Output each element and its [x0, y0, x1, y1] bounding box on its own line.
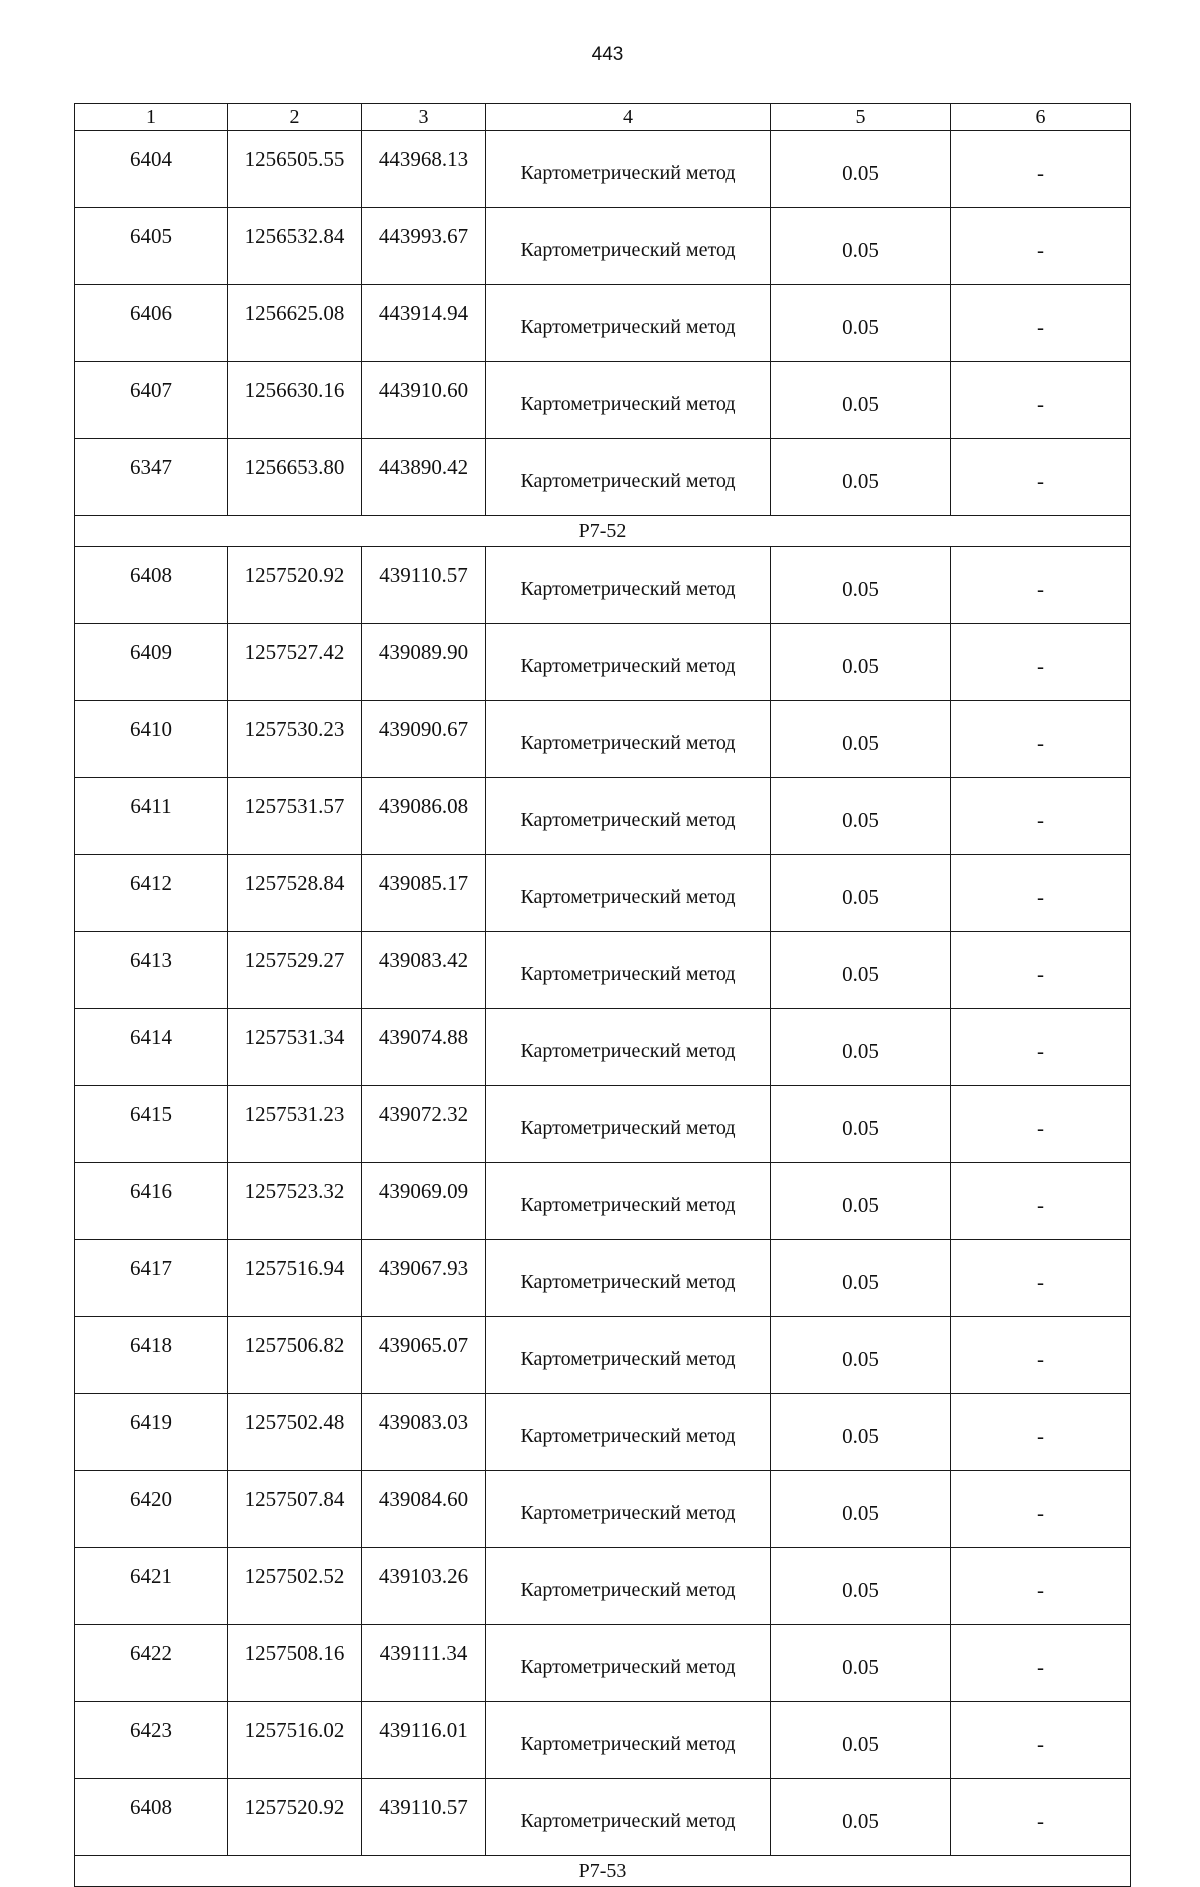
- table-body: [75, 104, 1131, 1887]
- table-row: [75, 1548, 1131, 1625]
- note-cell: -: [951, 208, 1131, 285]
- y-coordinate-cell: 443910.60: [362, 362, 486, 439]
- accuracy-cell: 0.05: [771, 208, 951, 285]
- point-number-cell: 6422: [75, 1625, 228, 1702]
- y-coordinate-cell: 439065.07: [362, 1317, 486, 1394]
- x-coordinate-cell: 1257530.23: [228, 701, 362, 778]
- method-cell: Картометрический метод: [486, 439, 771, 516]
- note-cell: -: [951, 1779, 1131, 1856]
- point-number-cell: 6404: [75, 131, 228, 208]
- method-cell: Картометрический метод: [486, 1471, 771, 1548]
- table-row: [75, 1317, 1131, 1394]
- table-row: [75, 1702, 1131, 1779]
- note-cell: -: [951, 1394, 1131, 1471]
- table-row: [75, 855, 1131, 932]
- coordinates-table: [74, 103, 1131, 1887]
- table-row: [75, 778, 1131, 855]
- y-coordinate-cell: 439090.67: [362, 701, 486, 778]
- y-coordinate-cell: 443914.94: [362, 285, 486, 362]
- x-coordinate-cell: 1257507.84: [228, 1471, 362, 1548]
- accuracy-cell: 0.05: [771, 1779, 951, 1856]
- x-coordinate-cell: 1257527.42: [228, 624, 362, 701]
- x-coordinate-cell: 1257531.34: [228, 1009, 362, 1086]
- y-coordinate-cell: 439072.32: [362, 1086, 486, 1163]
- accuracy-cell: 0.05: [771, 1394, 951, 1471]
- table-row: [75, 208, 1131, 285]
- x-coordinate-cell: 1257529.27: [228, 932, 362, 1009]
- table-row: [75, 1625, 1131, 1702]
- y-coordinate-cell: 439074.88: [362, 1009, 486, 1086]
- y-coordinate-cell: 439085.17: [362, 855, 486, 932]
- table-row: [75, 1163, 1131, 1240]
- accuracy-cell: 0.05: [771, 1240, 951, 1317]
- accuracy-cell: 0.05: [771, 1625, 951, 1702]
- x-coordinate-cell: 1257520.92: [228, 547, 362, 624]
- table-row: [75, 624, 1131, 701]
- point-number-cell: 6423: [75, 1702, 228, 1779]
- method-cell: Картометрический метод: [486, 1779, 771, 1856]
- section-label-row: [75, 1856, 1131, 1887]
- note-cell: -: [951, 362, 1131, 439]
- table-row: [75, 1779, 1131, 1856]
- point-number-cell: 6419: [75, 1394, 228, 1471]
- point-number-cell: 6347: [75, 439, 228, 516]
- table-row: [75, 362, 1131, 439]
- point-number-cell: 6417: [75, 1240, 228, 1317]
- method-cell: Картометрический метод: [486, 1086, 771, 1163]
- method-cell: Картометрический метод: [486, 1625, 771, 1702]
- point-number-cell: 6418: [75, 1317, 228, 1394]
- method-cell: Картометрический метод: [486, 131, 771, 208]
- table-row: [75, 1086, 1131, 1163]
- note-cell: -: [951, 624, 1131, 701]
- method-cell: Картометрический метод: [486, 701, 771, 778]
- point-number-cell: 6413: [75, 932, 228, 1009]
- table-row: [75, 1009, 1131, 1086]
- table-row: [75, 285, 1131, 362]
- method-cell: Картометрический метод: [486, 1317, 771, 1394]
- method-cell: Картометрический метод: [486, 547, 771, 624]
- point-number-cell: 6408: [75, 1779, 228, 1856]
- note-cell: -: [951, 778, 1131, 855]
- note-cell: -: [951, 1702, 1131, 1779]
- note-cell: -: [951, 1471, 1131, 1548]
- y-coordinate-cell: 439111.34: [362, 1625, 486, 1702]
- x-coordinate-cell: 1257502.52: [228, 1548, 362, 1625]
- note-cell: -: [951, 1163, 1131, 1240]
- column-number-header: [75, 104, 1131, 131]
- accuracy-cell: 0.05: [771, 547, 951, 624]
- x-coordinate-cell: 1257523.32: [228, 1163, 362, 1240]
- method-cell: Картометрический метод: [486, 1240, 771, 1317]
- accuracy-cell: 0.05: [771, 932, 951, 1009]
- note-cell: -: [951, 855, 1131, 932]
- x-coordinate-cell: 1257502.48: [228, 1394, 362, 1471]
- x-coordinate-cell: 1257508.16: [228, 1625, 362, 1702]
- x-coordinate-cell: 1256630.16: [228, 362, 362, 439]
- note-cell: -: [951, 1086, 1131, 1163]
- point-number-cell: 6406: [75, 285, 228, 362]
- method-cell: Картометрический метод: [486, 1702, 771, 1779]
- column-header: 1: [75, 104, 228, 131]
- table-row: [75, 701, 1131, 778]
- note-cell: -: [951, 1317, 1131, 1394]
- point-number-cell: 6410: [75, 701, 228, 778]
- note-cell: -: [951, 701, 1131, 778]
- point-number-cell: 6415: [75, 1086, 228, 1163]
- point-number-cell: 6420: [75, 1471, 228, 1548]
- accuracy-cell: 0.05: [771, 701, 951, 778]
- y-coordinate-cell: 439089.90: [362, 624, 486, 701]
- method-cell: Картометрический метод: [486, 778, 771, 855]
- accuracy-cell: 0.05: [771, 285, 951, 362]
- y-coordinate-cell: 439110.57: [362, 1779, 486, 1856]
- method-cell: Картометрический метод: [486, 1548, 771, 1625]
- accuracy-cell: 0.05: [771, 855, 951, 932]
- method-cell: Картометрический метод: [486, 362, 771, 439]
- section-label: Р7-53: [75, 1856, 1131, 1887]
- point-number-cell: 6416: [75, 1163, 228, 1240]
- table-row: [75, 1471, 1131, 1548]
- page-number: 443: [591, 44, 624, 65]
- accuracy-cell: 0.05: [771, 1317, 951, 1394]
- note-cell: -: [951, 1548, 1131, 1625]
- point-number-cell: 6414: [75, 1009, 228, 1086]
- column-header: 2: [228, 104, 362, 131]
- accuracy-cell: 0.05: [771, 439, 951, 516]
- y-coordinate-cell: 439086.08: [362, 778, 486, 855]
- x-coordinate-cell: 1257516.94: [228, 1240, 362, 1317]
- method-cell: Картометрический метод: [486, 1009, 771, 1086]
- y-coordinate-cell: 439083.42: [362, 932, 486, 1009]
- accuracy-cell: 0.05: [771, 778, 951, 855]
- point-number-cell: 6407: [75, 362, 228, 439]
- accuracy-cell: 0.05: [771, 1548, 951, 1625]
- y-coordinate-cell: 439110.57: [362, 547, 486, 624]
- table-row: [75, 547, 1131, 624]
- note-cell: -: [951, 285, 1131, 362]
- accuracy-cell: 0.05: [771, 1702, 951, 1779]
- point-number-cell: 6412: [75, 855, 228, 932]
- note-cell: -: [951, 1240, 1131, 1317]
- column-header: 4: [486, 104, 771, 131]
- y-coordinate-cell: 443968.13: [362, 131, 486, 208]
- x-coordinate-cell: 1257516.02: [228, 1702, 362, 1779]
- note-cell: -: [951, 1009, 1131, 1086]
- note-cell: -: [951, 932, 1131, 1009]
- method-cell: Картометрический метод: [486, 855, 771, 932]
- method-cell: Картометрический метод: [486, 1163, 771, 1240]
- method-cell: Картометрический метод: [486, 624, 771, 701]
- x-coordinate-cell: 1257506.82: [228, 1317, 362, 1394]
- table-row: [75, 439, 1131, 516]
- x-coordinate-cell: 1257531.23: [228, 1086, 362, 1163]
- y-coordinate-cell: 439084.60: [362, 1471, 486, 1548]
- method-cell: Картометрический метод: [486, 285, 771, 362]
- y-coordinate-cell: 439067.93: [362, 1240, 486, 1317]
- point-number-cell: 6408: [75, 547, 228, 624]
- y-coordinate-cell: 443993.67: [362, 208, 486, 285]
- x-coordinate-cell: 1257520.92: [228, 1779, 362, 1856]
- note-cell: -: [951, 547, 1131, 624]
- x-coordinate-cell: 1256505.55: [228, 131, 362, 208]
- y-coordinate-cell: 439103.26: [362, 1548, 486, 1625]
- y-coordinate-cell: 439069.09: [362, 1163, 486, 1240]
- point-number-cell: 6409: [75, 624, 228, 701]
- method-cell: Картометрический метод: [486, 208, 771, 285]
- method-cell: Картометрический метод: [486, 1394, 771, 1471]
- accuracy-cell: 0.05: [771, 1163, 951, 1240]
- accuracy-cell: 0.05: [771, 624, 951, 701]
- table-row: [75, 1394, 1131, 1471]
- method-cell: Картометрический метод: [486, 932, 771, 1009]
- x-coordinate-cell: 1257528.84: [228, 855, 362, 932]
- accuracy-cell: 0.05: [771, 131, 951, 208]
- accuracy-cell: 0.05: [771, 1009, 951, 1086]
- accuracy-cell: 0.05: [771, 1086, 951, 1163]
- y-coordinate-cell: 443890.42: [362, 439, 486, 516]
- point-number-cell: 6421: [75, 1548, 228, 1625]
- x-coordinate-cell: 1256625.08: [228, 285, 362, 362]
- accuracy-cell: 0.05: [771, 362, 951, 439]
- section-label-row: [75, 516, 1131, 547]
- x-coordinate-cell: 1256532.84: [228, 208, 362, 285]
- note-cell: -: [951, 131, 1131, 208]
- column-header: 6: [951, 104, 1131, 131]
- y-coordinate-cell: 439116.01: [362, 1702, 486, 1779]
- note-cell: -: [951, 1625, 1131, 1702]
- accuracy-cell: 0.05: [771, 1471, 951, 1548]
- table-row: [75, 131, 1131, 208]
- table-row: [75, 1240, 1131, 1317]
- table-row: [75, 932, 1131, 1009]
- column-header: 3: [362, 104, 486, 131]
- y-coordinate-cell: 439083.03: [362, 1394, 486, 1471]
- x-coordinate-cell: 1256653.80: [228, 439, 362, 516]
- column-header: 5: [771, 104, 951, 131]
- note-cell: -: [951, 439, 1131, 516]
- x-coordinate-cell: 1257531.57: [228, 778, 362, 855]
- point-number-cell: 6405: [75, 208, 228, 285]
- section-label: Р7-52: [75, 516, 1131, 547]
- point-number-cell: 6411: [75, 778, 228, 855]
